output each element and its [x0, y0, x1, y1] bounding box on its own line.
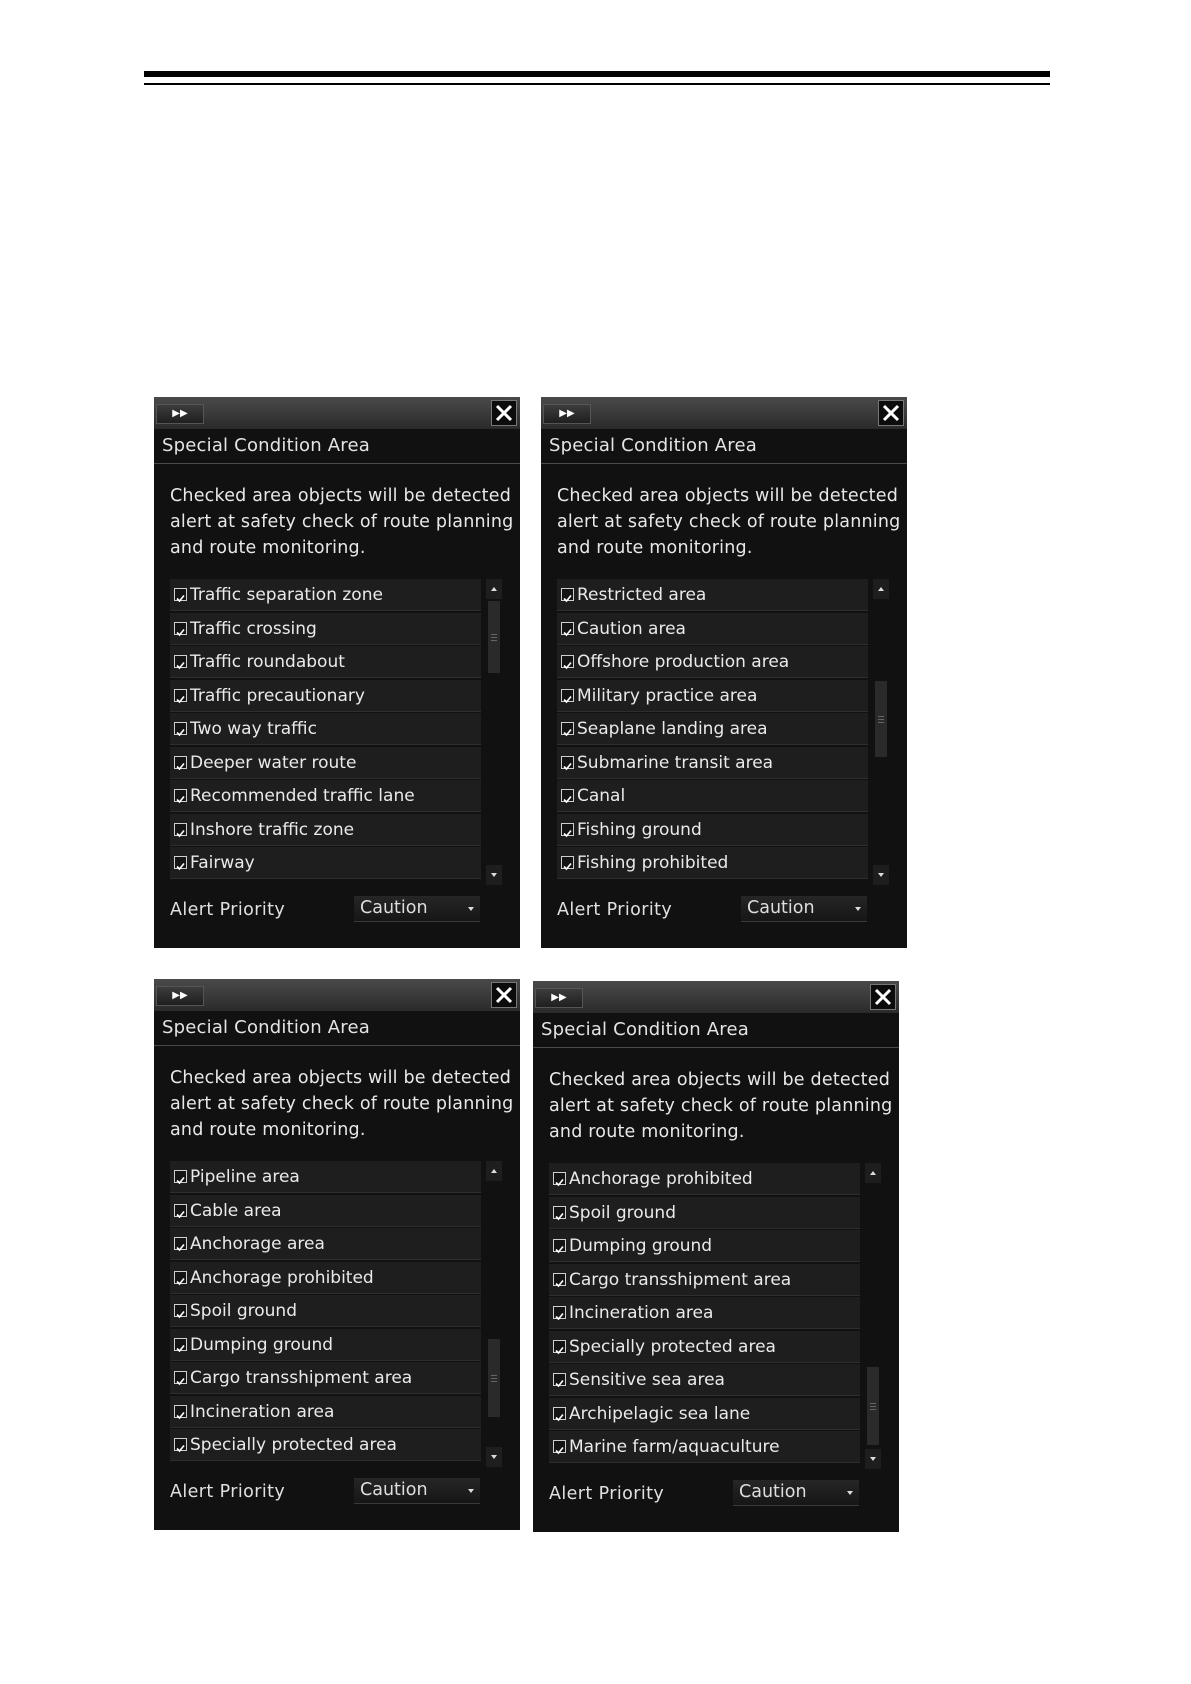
checkbox[interactable] — [174, 588, 187, 601]
checkbox[interactable] — [174, 823, 187, 836]
alert-priority-label: Alert Priority — [170, 1482, 286, 1502]
alert-priority-value: Caution — [360, 1480, 428, 1500]
checkmark-icon — [175, 1376, 186, 1387]
close-button[interactable] — [870, 984, 896, 1010]
list-item[interactable] — [170, 1396, 481, 1428]
checkmark-icon — [562, 627, 573, 638]
close-button[interactable] — [491, 400, 517, 426]
list-item[interactable] — [549, 1331, 860, 1363]
alert-priority-value: Caution — [747, 898, 815, 918]
grip-line — [870, 1406, 876, 1407]
scrollbar[interactable] — [484, 579, 504, 885]
alert-priority-value: Caution — [360, 898, 428, 918]
list-item[interactable] — [170, 1228, 481, 1260]
list-item[interactable] — [557, 579, 868, 611]
close-icon — [879, 401, 903, 425]
checkmark-icon — [175, 660, 186, 671]
list-item[interactable] — [170, 1295, 481, 1327]
dialog-title: Special Condition Area — [162, 435, 371, 456]
checkmark-icon — [554, 1177, 565, 1188]
scrollbar-thumb[interactable] — [875, 681, 887, 757]
dialog-title: Special Condition Area — [549, 435, 758, 456]
list-item-label: Traffic crossing — [190, 618, 317, 639]
list-item[interactable] — [170, 713, 481, 745]
list-item-label: Anchorage area — [190, 1234, 325, 1254]
double-arrow-right-icon: ▶▶ — [172, 408, 188, 419]
scroll-down-button[interactable] — [486, 1447, 502, 1467]
list-item-label: Recommended traffic lane — [190, 786, 415, 806]
alert-priority-select[interactable] — [354, 896, 480, 922]
list-item[interactable] — [549, 1197, 860, 1229]
list-item-label: Inshore traffic zone — [190, 819, 355, 840]
list-item[interactable] — [170, 780, 481, 812]
list-item-label: Military practice area — [577, 685, 758, 706]
checkmark-icon — [562, 761, 573, 772]
list-item-label: Fishing ground — [577, 819, 702, 840]
description-text: Checked area objects will be detected alert at safety check of route planning and route monitoring. — [170, 1068, 514, 1140]
checkmark-icon — [554, 1211, 565, 1222]
list-item[interactable] — [549, 1230, 860, 1262]
checkbox[interactable] — [553, 1340, 566, 1353]
checkbox[interactable] — [174, 1237, 187, 1250]
checkmark-icon — [175, 861, 186, 872]
scrollbar[interactable] — [871, 579, 891, 885]
close-button[interactable] — [491, 982, 517, 1008]
scroll-down-button[interactable] — [486, 865, 502, 885]
list-item-label: Sensitive sea area — [569, 1370, 725, 1390]
divider — [541, 463, 907, 464]
list-item-label: Incineration area — [190, 1401, 335, 1422]
dropdown-arrow-icon — [853, 904, 863, 914]
dialog-title: Special Condition Area — [541, 1019, 750, 1040]
checkmark-icon — [554, 1378, 565, 1389]
grip-line — [878, 722, 884, 723]
checkmark-icon — [175, 1209, 186, 1220]
checkmark-icon — [175, 1276, 186, 1287]
checkmark-icon — [554, 1412, 565, 1423]
special-condition-area-dialog — [154, 979, 520, 1530]
checkmark-icon — [175, 1242, 186, 1253]
scrollbar[interactable] — [484, 1161, 504, 1467]
checkbox[interactable] — [561, 823, 574, 836]
list-item-label: Cargo transshipment area — [190, 1368, 413, 1388]
checkbox[interactable] — [553, 1407, 566, 1420]
list-item[interactable] — [549, 1398, 860, 1430]
area-object-list — [557, 579, 868, 885]
checkbox[interactable] — [561, 722, 574, 735]
list-item[interactable] — [170, 1362, 481, 1394]
dialog-title: Special Condition Area — [162, 1017, 371, 1038]
checkbox[interactable] — [553, 1172, 566, 1185]
scrollbar-thumb[interactable] — [867, 1367, 879, 1445]
checkbox[interactable] — [174, 622, 187, 635]
checkmark-icon — [175, 593, 186, 604]
scroll-down-button[interactable] — [873, 865, 889, 885]
double-arrow-right-icon: ▶▶ — [559, 408, 575, 419]
checkbox[interactable] — [174, 655, 187, 668]
checkbox[interactable] — [553, 1373, 566, 1386]
list-item-label: Incineration area — [569, 1303, 714, 1323]
grip-line — [491, 640, 497, 641]
list-item-label: Anchorage prohibited — [569, 1169, 753, 1189]
checkmark-icon — [562, 828, 573, 839]
triangle-up-icon — [865, 1163, 881, 1183]
list-item[interactable] — [557, 814, 868, 846]
list-item-label: Spoil ground — [569, 1202, 676, 1223]
list-item[interactable] — [170, 814, 481, 846]
alert-priority-select[interactable] — [354, 1478, 480, 1504]
list-item-label: Canal — [577, 786, 626, 806]
scroll-up-button[interactable] — [865, 1163, 881, 1183]
triangle-down-icon — [486, 865, 502, 885]
close-icon — [871, 985, 895, 1009]
divider — [533, 1047, 899, 1048]
scroll-up-button[interactable] — [486, 1161, 502, 1181]
list-item[interactable] — [170, 646, 481, 678]
checkmark-icon — [554, 1445, 565, 1456]
alert-priority-select[interactable] — [741, 896, 867, 922]
list-item[interactable] — [170, 613, 481, 645]
grip-line — [878, 716, 884, 717]
triangle-up-icon — [486, 579, 502, 599]
list-item-label: Pipeline area — [190, 1167, 300, 1187]
list-item-label: Anchorage prohibited — [190, 1267, 374, 1288]
list-item[interactable] — [557, 847, 868, 879]
close-icon — [492, 401, 516, 425]
checkmark-icon — [562, 660, 573, 671]
dialog-titlebar — [154, 979, 520, 1011]
header-rule-thin — [144, 83, 1050, 85]
list-item-label: Two way traffic — [190, 719, 317, 739]
collapse-button[interactable] — [156, 986, 204, 1006]
double-arrow-right-icon: ▶▶ — [551, 992, 567, 1003]
checkmark-icon — [175, 1343, 186, 1354]
dropdown-arrow-icon — [845, 1488, 855, 1498]
checkmark-icon — [562, 694, 573, 705]
checkbox[interactable] — [174, 756, 187, 769]
checkbox[interactable] — [553, 1440, 566, 1453]
checkbox[interactable] — [174, 1438, 187, 1451]
list-item-label: Dumping ground — [569, 1236, 713, 1256]
grip-line — [878, 719, 884, 720]
list-item-label: Traffic precautionary — [190, 685, 365, 706]
grip-line — [491, 637, 497, 638]
close-icon — [492, 983, 516, 1007]
triangle-down-icon — [865, 1449, 881, 1469]
list-item-label: Cable area — [190, 1200, 282, 1221]
list-item[interactable] — [170, 747, 481, 779]
grip-line — [870, 1403, 876, 1404]
list-item-label: Traffic separation zone — [190, 585, 383, 605]
list-item-label: Fairway — [190, 853, 255, 873]
double-arrow-right-icon: ▶▶ — [172, 990, 188, 1001]
header-rule-thick — [144, 71, 1050, 77]
list-item[interactable] — [170, 1262, 481, 1294]
list-item-label: Specially protected area — [190, 1435, 397, 1455]
scrollbar[interactable] — [863, 1163, 883, 1469]
list-item-label: Submarine transit area — [577, 752, 774, 773]
list-item-label: Seaplane landing area — [577, 719, 768, 739]
list-item[interactable] — [170, 847, 481, 879]
checkbox[interactable] — [174, 1170, 187, 1183]
checkbox[interactable] — [553, 1206, 566, 1219]
list-item-label: Specially protected area — [569, 1336, 776, 1357]
list-item[interactable] — [557, 780, 868, 812]
triangle-up-icon — [873, 579, 889, 599]
checkbox[interactable] — [174, 1271, 187, 1284]
list-item-label: Marine farm/aquaculture — [569, 1437, 780, 1457]
checkbox[interactable] — [561, 789, 574, 802]
scroll-down-button[interactable] — [865, 1449, 881, 1469]
alert-priority-label: Alert Priority — [170, 900, 286, 920]
checkbox[interactable] — [174, 689, 187, 702]
list-item[interactable] — [549, 1431, 860, 1463]
list-item[interactable] — [170, 1329, 481, 1361]
checkbox[interactable] — [561, 689, 574, 702]
list-item[interactable] — [170, 1161, 481, 1193]
list-item[interactable] — [549, 1364, 860, 1396]
list-item[interactable] — [170, 1429, 481, 1461]
list-item[interactable] — [557, 613, 868, 645]
checkbox[interactable] — [561, 588, 574, 601]
checkmark-icon — [175, 1175, 186, 1186]
collapse-button[interactable] — [156, 404, 204, 424]
checkbox[interactable] — [174, 1304, 187, 1317]
checkbox[interactable] — [174, 1204, 187, 1217]
divider — [154, 1045, 520, 1046]
checkmark-icon — [562, 727, 573, 738]
description-text: Checked area objects will be detected alert at safety check of route planning and route monitoring. — [549, 1070, 893, 1142]
list-item[interactable] — [557, 747, 868, 779]
checkmark-icon — [562, 861, 573, 872]
triangle-down-icon — [873, 865, 889, 885]
checkmark-icon — [175, 727, 186, 738]
list-item[interactable] — [170, 680, 481, 712]
special-condition-area-dialog — [533, 981, 899, 1532]
list-item[interactable] — [170, 1195, 481, 1227]
collapse-button[interactable] — [543, 404, 591, 424]
checkmark-icon — [554, 1278, 565, 1289]
list-item[interactable] — [557, 680, 868, 712]
list-item-label: Archipelagic sea lane — [569, 1403, 751, 1424]
checkmark-icon — [562, 794, 573, 805]
checkmark-icon — [175, 1443, 186, 1454]
description-text: Checked area objects will be detected alert at safety check of route planning and route monitoring. — [557, 486, 901, 558]
scroll-up-button[interactable] — [486, 579, 502, 599]
checkbox[interactable] — [174, 856, 187, 869]
checkmark-icon — [175, 627, 186, 638]
checkbox[interactable] — [553, 1273, 566, 1286]
dialog-titlebar — [533, 981, 899, 1013]
alert-priority-select[interactable] — [733, 1480, 859, 1506]
checkmark-icon — [554, 1311, 565, 1322]
checkmark-icon — [554, 1244, 565, 1255]
checkbox[interactable] — [561, 856, 574, 869]
list-item[interactable] — [557, 713, 868, 745]
list-item[interactable] — [549, 1163, 860, 1195]
list-item[interactable] — [170, 579, 481, 611]
collapse-button[interactable] — [535, 988, 583, 1008]
grip-line — [491, 1378, 497, 1379]
checkmark-icon — [562, 593, 573, 604]
checkbox[interactable] — [553, 1239, 566, 1252]
scrollbar-thumb[interactable] — [488, 601, 500, 673]
grip-line — [491, 1375, 497, 1376]
list-item-label: Restricted area — [577, 585, 707, 605]
dialog-titlebar — [154, 397, 520, 429]
checkbox[interactable] — [174, 1371, 187, 1384]
description-text: Checked area objects will be detected alert at safety check of route planning and route monitoring. — [170, 486, 514, 558]
triangle-down-icon — [486, 1447, 502, 1467]
alert-priority-label: Alert Priority — [549, 1484, 665, 1504]
checkbox[interactable] — [561, 756, 574, 769]
checkmark-icon — [554, 1345, 565, 1356]
dropdown-arrow-icon — [466, 904, 476, 914]
close-button[interactable] — [878, 400, 904, 426]
list-item-label: Spoil ground — [190, 1301, 297, 1321]
checkbox[interactable] — [174, 789, 187, 802]
list-item-label: Deeper water route — [190, 752, 357, 773]
checkbox[interactable] — [174, 722, 187, 735]
checkmark-icon — [175, 794, 186, 805]
list-item-label: Fishing prohibited — [577, 853, 729, 873]
area-object-list — [549, 1163, 860, 1469]
list-item-label: Offshore production area — [577, 652, 790, 672]
checkbox[interactable] — [174, 1338, 187, 1351]
checkmark-icon — [175, 1309, 186, 1320]
special-condition-area-dialog — [154, 397, 520, 948]
checkbox[interactable] — [174, 1405, 187, 1418]
checkmark-icon — [175, 694, 186, 705]
scroll-up-button[interactable] — [873, 579, 889, 599]
grip-line — [491, 634, 497, 635]
scrollbar-thumb[interactable] — [488, 1339, 500, 1417]
special-condition-area-dialog — [541, 397, 907, 948]
checkmark-icon — [175, 1410, 186, 1421]
list-item-label: Cargo transshipment area — [569, 1269, 792, 1290]
triangle-up-icon — [486, 1161, 502, 1181]
area-object-list — [170, 579, 481, 885]
checkbox[interactable] — [561, 655, 574, 668]
checkbox[interactable] — [553, 1306, 566, 1319]
list-item-label: Caution area — [577, 618, 686, 639]
checkmark-icon — [175, 761, 186, 772]
dropdown-arrow-icon — [466, 1486, 476, 1496]
alert-priority-value: Caution — [739, 1482, 807, 1502]
dialog-titlebar — [541, 397, 907, 429]
list-item-label: Traffic roundabout — [190, 652, 345, 672]
checkbox[interactable] — [561, 622, 574, 635]
divider — [154, 463, 520, 464]
list-item[interactable] — [549, 1297, 860, 1329]
list-item-label: Dumping ground — [190, 1334, 334, 1355]
alert-priority-label: Alert Priority — [557, 900, 673, 920]
grip-line — [491, 1381, 497, 1382]
grip-line — [870, 1409, 876, 1410]
list-item[interactable] — [549, 1264, 860, 1296]
checkmark-icon — [175, 828, 186, 839]
area-object-list — [170, 1161, 481, 1467]
list-item[interactable] — [557, 646, 868, 678]
